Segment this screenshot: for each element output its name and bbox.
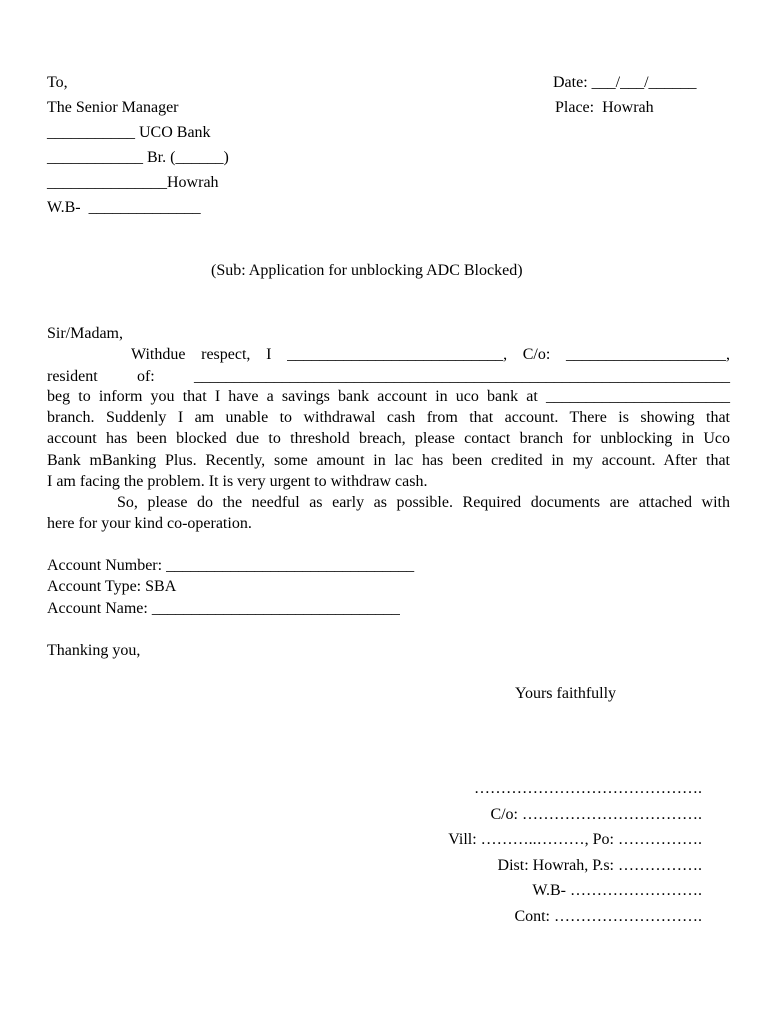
recipient-title: The Senior Manager [47, 99, 179, 116]
branch-line: ____________ Br. (______) [47, 149, 229, 166]
body-line-1: Withdue respect, I ___________________________, C/o: ____________________, [131, 346, 730, 363]
city-line: _______________Howrah [47, 174, 219, 191]
signature-dist-ps: Dist: Howrah, P.s: ……………. [497, 857, 702, 874]
date-field: Date: ___/___/______ [553, 74, 697, 91]
body-line-4: branch. Suddenly I am unable to withdrawal cash from that account. There is showing that [47, 409, 730, 426]
signature-vill-po: Vill: ………..………, Po: ……………. [448, 831, 702, 848]
body-line-6: Bank mBanking Plus. Recently, some amount in lac has been credited in my account. After that [47, 452, 730, 469]
body-line-8: So, please do the needful as early as possible. Required documents are attached with [117, 494, 730, 511]
signature-co: C/o: ……………………………. [490, 806, 702, 823]
yours-faithfully: Yours faithfully [515, 685, 617, 702]
signature-name-line: ……………………………………. [474, 780, 702, 797]
thanking-you: Thanking you, [47, 642, 141, 659]
account-name: Account Name: _______________________________ [47, 600, 400, 617]
signature-contact: Cont: ………………………. [514, 908, 702, 925]
subject-line: (Sub: Application for unblocking ADC Blocked) [211, 262, 523, 279]
salutation: Sir/Madam, [47, 325, 123, 342]
to-label: To, [47, 74, 68, 91]
bank-line: ___________ UCO Bank [47, 124, 211, 141]
account-type: Account Type: SBA [47, 578, 177, 595]
account-number: Account Number: _______________________________ [47, 557, 415, 574]
body-line-7: I am facing the problem. It is very urgent to withdraw cash. [47, 473, 428, 490]
body-line-5: account has been blocked due to threshold breach, please contact branch for unblocking in Uco [47, 430, 730, 447]
state-line: W.B- ______________ [47, 199, 201, 216]
body-line-3: beg to inform you that I have a savings bank account in uco bank at _______________________ [47, 388, 730, 405]
signature-wb: W.B- ……………………. [532, 882, 702, 899]
body-line-2: resident of: ___________________________________________________________________ [47, 368, 730, 385]
body-line-9: here for your kind co-operation. [47, 515, 252, 532]
place-field: Place: Howrah [555, 99, 654, 116]
